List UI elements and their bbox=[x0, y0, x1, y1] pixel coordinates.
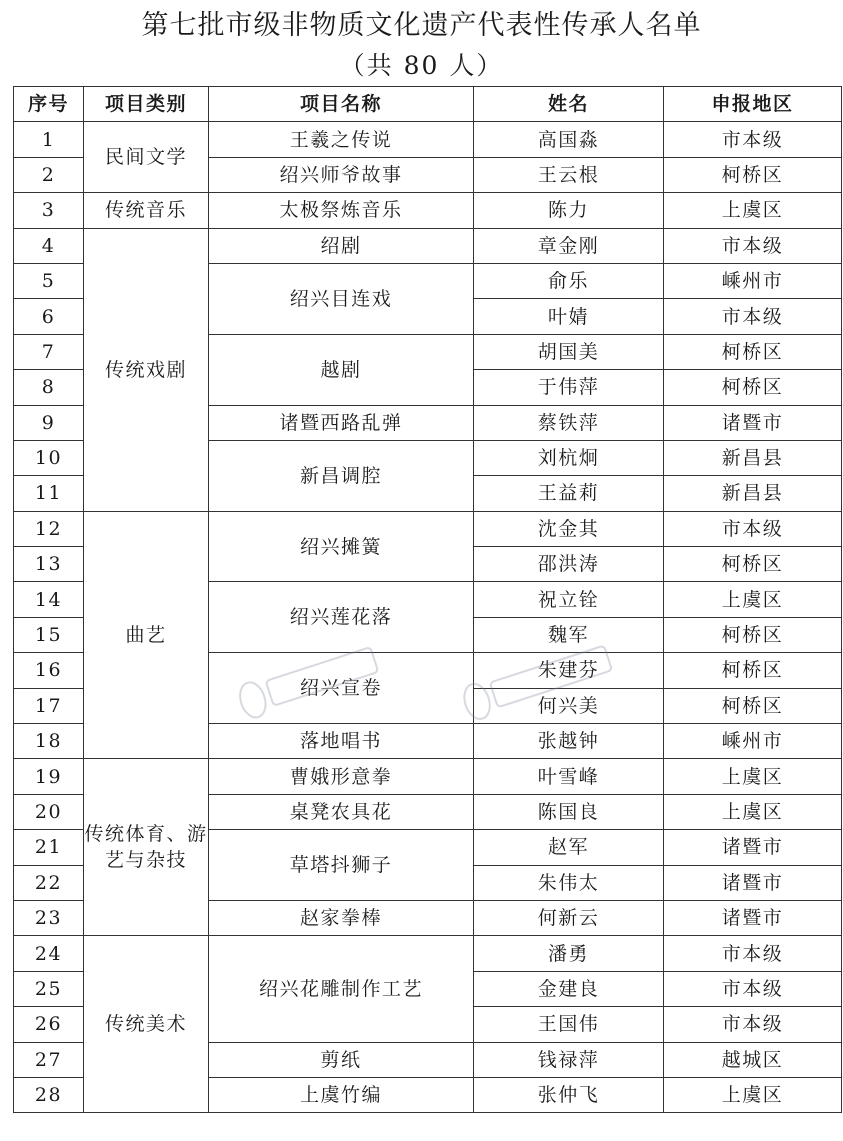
table-row bbox=[14, 759, 842, 794]
person-cell: 潘勇 bbox=[474, 936, 664, 971]
serial-cell: 2 bbox=[14, 157, 84, 192]
serial-cell: 25 bbox=[14, 971, 84, 1006]
person-cell: 何新云 bbox=[474, 900, 664, 935]
serial-cell: 3 bbox=[14, 193, 84, 228]
person-cell: 张仲飞 bbox=[474, 1077, 664, 1112]
project-cell: 绍兴宣卷 bbox=[209, 653, 474, 724]
person-cell: 金建良 bbox=[474, 971, 664, 1006]
region-cell: 市本级 bbox=[664, 299, 842, 334]
project-cell: 新昌调腔 bbox=[209, 440, 474, 511]
region-cell: 嵊州市 bbox=[664, 724, 842, 759]
serial-cell: 17 bbox=[14, 688, 84, 723]
region-cell: 市本级 bbox=[664, 228, 842, 263]
project-cell: 曹娥形意拳 bbox=[209, 759, 474, 794]
serial-cell: 8 bbox=[14, 370, 84, 405]
table-header-row bbox=[14, 87, 842, 122]
region-cell: 柯桥区 bbox=[664, 653, 842, 688]
region-cell: 新昌县 bbox=[664, 440, 842, 475]
person-cell: 陈力 bbox=[474, 193, 664, 228]
header-serial: 序号 bbox=[14, 87, 84, 122]
region-cell: 市本级 bbox=[664, 122, 842, 157]
region-cell: 上虞区 bbox=[664, 193, 842, 228]
person-cell: 叶雪峰 bbox=[474, 759, 664, 794]
serial-cell: 15 bbox=[14, 617, 84, 652]
person-cell: 胡国美 bbox=[474, 334, 664, 369]
table-row bbox=[14, 122, 842, 157]
person-cell: 钱禄萍 bbox=[474, 1042, 664, 1077]
project-cell: 落地唱书 bbox=[209, 724, 474, 759]
region-cell: 上虞区 bbox=[664, 794, 842, 829]
person-cell: 何兴美 bbox=[474, 688, 664, 723]
region-cell: 诸暨市 bbox=[664, 830, 842, 865]
serial-cell: 18 bbox=[14, 724, 84, 759]
project-cell: 草塔抖狮子 bbox=[209, 830, 474, 901]
project-cell: 绍兴莲花落 bbox=[209, 582, 474, 653]
region-cell: 柯桥区 bbox=[664, 334, 842, 369]
project-cell: 赵家拳棒 bbox=[209, 900, 474, 935]
serial-cell: 12 bbox=[14, 511, 84, 546]
project-cell: 绍兴师爷故事 bbox=[209, 157, 474, 192]
serial-cell: 13 bbox=[14, 547, 84, 582]
project-cell: 王羲之传说 bbox=[209, 122, 474, 157]
region-cell: 诸暨市 bbox=[664, 865, 842, 900]
region-cell: 市本级 bbox=[664, 511, 842, 546]
person-cell: 俞乐 bbox=[474, 263, 664, 298]
person-cell: 王云根 bbox=[474, 157, 664, 192]
serial-cell: 10 bbox=[14, 440, 84, 475]
person-cell: 高国淼 bbox=[474, 122, 664, 157]
person-cell: 于伟萍 bbox=[474, 370, 664, 405]
table-row bbox=[14, 193, 842, 228]
project-cell: 桌凳农具花 bbox=[209, 794, 474, 829]
serial-cell: 16 bbox=[14, 653, 84, 688]
person-cell: 刘杭炯 bbox=[474, 440, 664, 475]
person-cell: 陈国良 bbox=[474, 794, 664, 829]
region-cell: 柯桥区 bbox=[664, 370, 842, 405]
person-cell: 朱伟太 bbox=[474, 865, 664, 900]
region-cell: 柯桥区 bbox=[664, 547, 842, 582]
region-cell: 市本级 bbox=[664, 971, 842, 1006]
region-cell: 诸暨市 bbox=[664, 405, 842, 440]
category-cell: 民间文学 bbox=[84, 122, 209, 193]
document-subtitle: （共 80 人） bbox=[339, 51, 504, 80]
project-cell: 太极祭炼音乐 bbox=[209, 193, 474, 228]
region-cell: 上虞区 bbox=[664, 1077, 842, 1112]
project-cell: 绍兴花雕制作工艺 bbox=[209, 936, 474, 1042]
person-cell: 魏军 bbox=[474, 617, 664, 652]
person-cell: 沈金其 bbox=[474, 511, 664, 546]
region-cell: 市本级 bbox=[664, 936, 842, 971]
region-cell: 上虞区 bbox=[664, 582, 842, 617]
serial-cell: 27 bbox=[14, 1042, 84, 1077]
region-cell: 柯桥区 bbox=[664, 617, 842, 652]
project-cell: 上虞竹编 bbox=[209, 1077, 474, 1112]
document-title: 第七批市级非物质文化遗产代表性传承人名单 bbox=[141, 10, 702, 41]
person-cell: 王益莉 bbox=[474, 476, 664, 511]
serial-cell: 6 bbox=[14, 299, 84, 334]
project-cell: 诸暨西路乱弹 bbox=[209, 405, 474, 440]
table-row bbox=[14, 511, 842, 546]
project-cell: 绍剧 bbox=[209, 228, 474, 263]
person-cell: 王国伟 bbox=[474, 1007, 664, 1042]
serial-cell: 9 bbox=[14, 405, 84, 440]
serial-cell: 19 bbox=[14, 759, 84, 794]
serial-cell: 21 bbox=[14, 830, 84, 865]
header-region: 申报地区 bbox=[664, 87, 842, 122]
person-cell: 蔡铁萍 bbox=[474, 405, 664, 440]
serial-cell: 20 bbox=[14, 794, 84, 829]
category-cell: 传统体育、游艺与杂技 bbox=[84, 759, 209, 936]
project-cell: 越剧 bbox=[209, 334, 474, 405]
serial-cell: 26 bbox=[14, 1007, 84, 1042]
person-cell: 邵洪涛 bbox=[474, 547, 664, 582]
region-cell: 市本级 bbox=[664, 1007, 842, 1042]
serial-cell: 11 bbox=[14, 476, 84, 511]
table-row bbox=[14, 936, 842, 971]
header-name: 姓名 bbox=[474, 87, 664, 122]
header-category: 项目类别 bbox=[84, 87, 209, 122]
category-cell: 传统音乐 bbox=[84, 193, 209, 228]
region-cell: 上虞区 bbox=[664, 759, 842, 794]
person-cell: 章金刚 bbox=[474, 228, 664, 263]
serial-cell: 5 bbox=[14, 263, 84, 298]
category-cell: 传统美术 bbox=[84, 936, 209, 1113]
person-cell: 祝立铨 bbox=[474, 582, 664, 617]
serial-cell: 23 bbox=[14, 900, 84, 935]
person-cell: 赵军 bbox=[474, 830, 664, 865]
region-cell: 柯桥区 bbox=[664, 688, 842, 723]
serial-cell: 14 bbox=[14, 582, 84, 617]
region-cell: 越城区 bbox=[664, 1042, 842, 1077]
project-cell: 绍兴目连戏 bbox=[209, 263, 474, 334]
header-project: 项目名称 bbox=[209, 87, 474, 122]
serial-cell: 22 bbox=[14, 865, 84, 900]
project-cell: 剪纸 bbox=[209, 1042, 474, 1077]
person-cell: 朱建芬 bbox=[474, 653, 664, 688]
category-cell: 传统戏剧 bbox=[84, 228, 209, 511]
region-cell: 柯桥区 bbox=[664, 157, 842, 192]
serial-cell: 7 bbox=[14, 334, 84, 369]
person-cell: 叶婧 bbox=[474, 299, 664, 334]
person-cell: 张越钟 bbox=[474, 724, 664, 759]
table-row bbox=[14, 228, 842, 263]
project-cell: 绍兴摊簧 bbox=[209, 511, 474, 582]
region-cell: 新昌县 bbox=[664, 476, 842, 511]
serial-cell: 28 bbox=[14, 1077, 84, 1112]
heritage-roster-table bbox=[13, 86, 842, 1113]
serial-cell: 4 bbox=[14, 228, 84, 263]
serial-cell: 1 bbox=[14, 122, 84, 157]
serial-cell: 24 bbox=[14, 936, 84, 971]
category-cell: 曲艺 bbox=[84, 511, 209, 759]
region-cell: 嵊州市 bbox=[664, 263, 842, 298]
region-cell: 诸暨市 bbox=[664, 900, 842, 935]
